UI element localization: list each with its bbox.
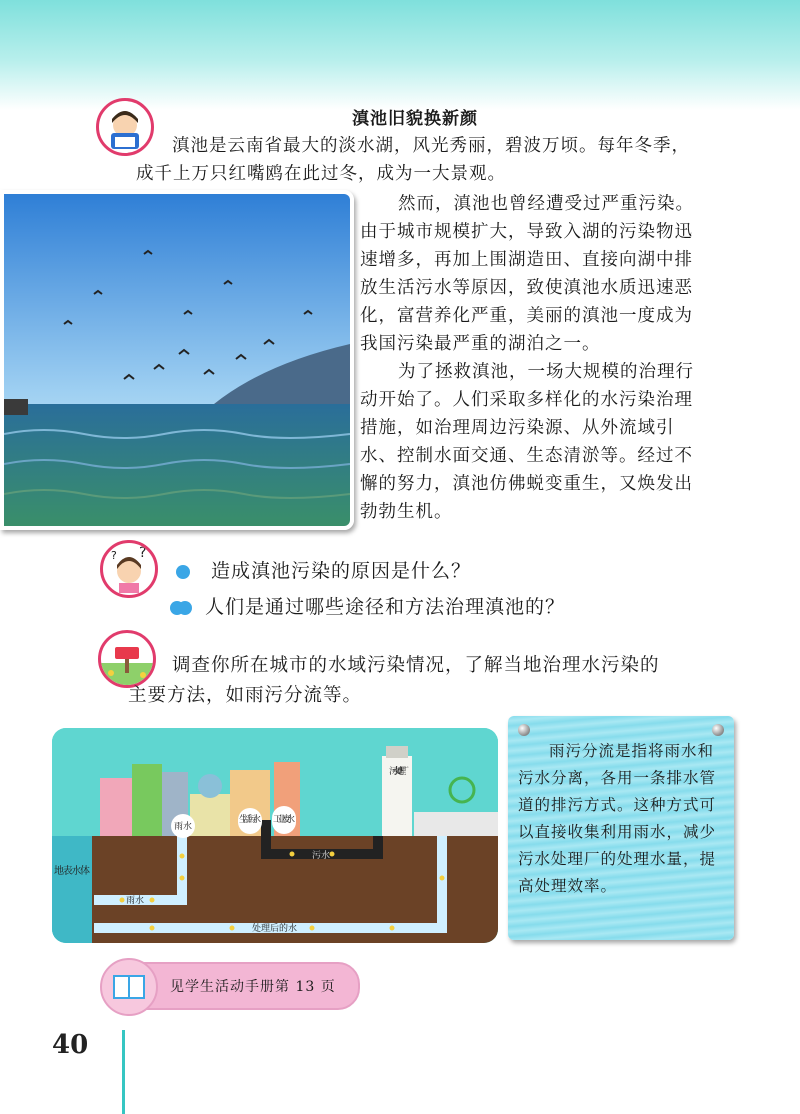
- header-band: [0, 0, 800, 110]
- svg-text:?: ?: [139, 545, 147, 561]
- bullet-dot-icon: [178, 601, 192, 615]
- svg-text:?: ?: [111, 549, 117, 562]
- label-treatment-plant: 污水处理厂: [389, 767, 409, 777]
- question-text: 造成滇池污染的原因是什么？: [211, 560, 472, 582]
- question-text: 人们是通过哪些途径和方法治理滇池的？: [205, 596, 566, 618]
- label-industrial-wastewater: 工业废水: [273, 815, 295, 825]
- page-title: 滇池旧貌换新颜: [352, 109, 478, 129]
- activity-line: 主要方法，如雨污分流等。: [128, 685, 363, 706]
- info-note-card: [508, 716, 734, 940]
- reading-boy-icon: [96, 98, 154, 156]
- note-text: 雨污分流是指将雨水和污水分离，各用一条排水管道的排污方式。这种方式可以直接收集利用雨水，减少污水处理厂的处理水量，提高处理效率。: [518, 742, 717, 895]
- label-rain-pipe: 雨水: [126, 896, 145, 906]
- paragraph-line: 速增多，再加上围湖造田、直接向湖中排: [360, 250, 693, 270]
- paragraph-line: 水、控制水面交通、生态清淤等。经过不: [360, 446, 693, 466]
- paragraph-line: 为了拯救滇池，一场大规模的治理行: [398, 362, 694, 382]
- activity-line: 调查你所在城市的水域污染情况，了解当地治理水污染的: [172, 655, 660, 676]
- thinking-girl-icon: [100, 540, 158, 598]
- paragraph-line: 由于城市规模扩大，导致入湖的污染物迅: [360, 222, 693, 242]
- bullet-dot-icon: [176, 565, 190, 579]
- dianchi-lake-photo: [0, 190, 354, 530]
- label-domestic-sewage: 生活污水: [239, 815, 261, 825]
- paragraph-line: 措施，如治理周边污染源、从外流域引: [360, 418, 675, 438]
- paragraph-line: 成千上万只红嘴鸥在此过冬，成为一大景观。: [136, 164, 506, 184]
- workbook-reference: [104, 962, 360, 1010]
- pin-icon: [712, 724, 724, 736]
- paragraph-line: 动开始了。人们采取多样化的水污染治理: [360, 390, 693, 410]
- paragraph-line: 然而，滇池也曾经遭受过严重污染。: [398, 194, 694, 214]
- paragraph-line: 懈的努力，滇池仿佛蜕变重生，又焕发出: [360, 474, 693, 494]
- workbook-reference-text: 见学生活动手册第 13 页: [170, 979, 336, 995]
- pin-icon: [518, 724, 530, 736]
- investigation-icon: [98, 630, 156, 688]
- paragraph-line: 勃勃生机。: [360, 502, 453, 522]
- paragraph-line: 化，富营养化严重，美丽的滇池一度成为: [360, 306, 693, 326]
- page-number: 40: [52, 1030, 89, 1060]
- rain-sewage-separation-diagram: [52, 728, 498, 943]
- book-icon: [100, 958, 158, 1016]
- label-treated-pipe: 处理后的水: [252, 924, 298, 934]
- paragraph-line: 滇池是云南省最大的淡水湖，风光秀丽，碧波万顷。每年冬季，: [172, 136, 690, 156]
- question-2: [170, 592, 565, 619]
- page-divider: [122, 1030, 125, 1114]
- question-1: [176, 556, 471, 583]
- label-sewage-pipe: 污水: [312, 851, 331, 861]
- label-rain: 雨水: [174, 822, 193, 832]
- paragraph-line: 放生活污水等原因，致使滇池水质迅速恶: [360, 278, 693, 298]
- paragraph-line: 我国污染最严重的湖泊之一。: [360, 334, 601, 354]
- label-surface-water: 地表水体: [54, 866, 90, 877]
